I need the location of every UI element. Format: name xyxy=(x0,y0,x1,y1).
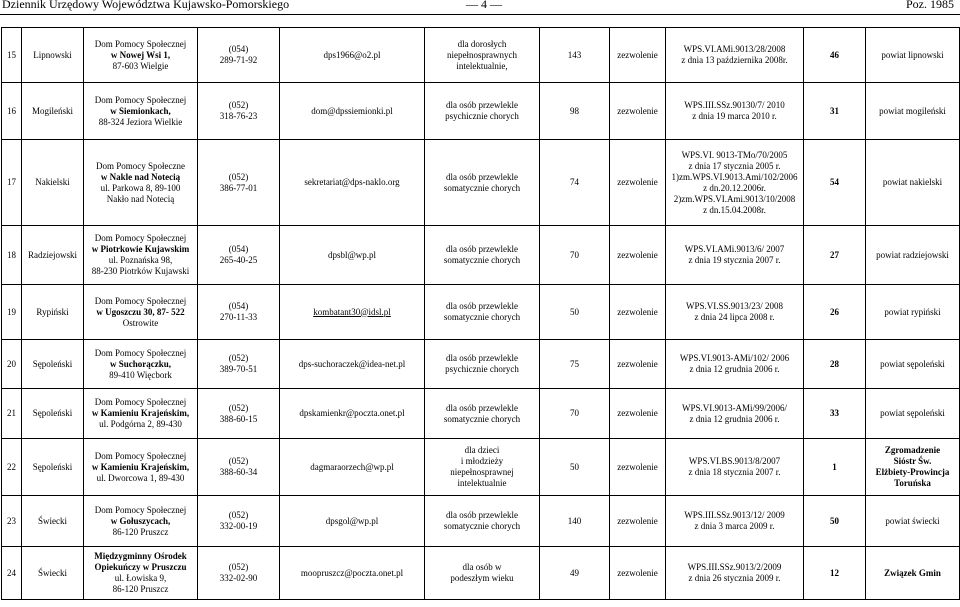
email xyxy=(280,140,425,226)
institution-line: Dom Pomocy Społecznej xyxy=(94,233,187,243)
phone xyxy=(198,389,280,439)
institution xyxy=(84,285,198,340)
resident-type-line: dla osób przewlekle xyxy=(446,100,518,110)
resident-type xyxy=(425,439,540,496)
places xyxy=(540,547,610,600)
county-text: Rypiński xyxy=(36,306,69,317)
phone-line: 388-60-15 xyxy=(219,413,258,424)
decision-line: WPS.VI.AMi.9013/28/2008 xyxy=(683,44,786,54)
position-number: Poz. 1985 xyxy=(906,0,954,11)
decision-line: z dnia 18 stycznia 2007 r. xyxy=(688,467,781,477)
resident-type-line: somatycznie chorych xyxy=(443,413,521,424)
institution-line: w Ugoszczu 30, 87- 522 xyxy=(96,306,185,317)
phone-line: (054) xyxy=(228,244,249,254)
decision-line: 1)zm.WPS.VI.9013.Ami/102/2006 xyxy=(671,171,798,182)
places xyxy=(540,28,610,83)
row-number xyxy=(2,285,22,340)
email xyxy=(280,28,425,83)
institution-line: Dom Pomocy Społecznej xyxy=(94,347,187,358)
years xyxy=(804,226,866,285)
resident-type-line: intelektualnie, xyxy=(456,60,508,71)
status xyxy=(610,439,666,496)
institution-line: Dom Pomocy Społecznej xyxy=(94,94,187,105)
decision-line: WPS.VI.AMi.9013/6/ 2007 xyxy=(684,244,785,254)
resident-type-line: psychicznie chorych xyxy=(445,111,519,121)
status xyxy=(610,83,666,140)
institution xyxy=(84,28,198,83)
places xyxy=(540,285,610,340)
decision-line: 2)zm.WPS.VI.Ami.9013/10/2008 xyxy=(673,193,796,204)
operator-line: powiat lipnowski xyxy=(881,49,944,60)
resident-type-line: somatycznie chorych xyxy=(443,521,521,531)
phone-line: (054) xyxy=(228,44,249,54)
phone-line: 332-02-90 xyxy=(219,573,258,583)
table-row xyxy=(2,547,960,600)
care-homes-table xyxy=(1,27,960,600)
status-text: zezwolenie xyxy=(617,249,658,260)
journal-title: Dziennik Urzędowy Województwa Kujawsko-Pomorskiego xyxy=(2,0,290,11)
resident-type-line: dla osób przewlekle xyxy=(446,353,518,363)
county-text: Świecki xyxy=(38,567,67,578)
places-text: 75 xyxy=(570,358,579,369)
resident-type xyxy=(425,83,540,140)
row-number xyxy=(2,547,22,600)
decision xyxy=(666,83,804,140)
years-text: 54 xyxy=(830,177,839,187)
institution-line: Ostrowite xyxy=(122,317,159,328)
institution-line: Opiekuńczy w Pruszczu xyxy=(94,562,187,572)
institution xyxy=(84,340,198,389)
institution-line: w Nakle nad Notecią xyxy=(100,171,181,182)
years-text: 12 xyxy=(830,567,839,578)
operator-line: powiat świecki xyxy=(885,515,940,526)
institution-line: Dom Pomocy Społecznej xyxy=(94,397,187,407)
institution-line: 89-410 Więcbork xyxy=(109,369,172,380)
operator-line: Elżbiety-Prowincja xyxy=(875,467,950,477)
decision xyxy=(666,340,804,389)
years-text: 46 xyxy=(830,49,839,60)
phone-line: (052) xyxy=(228,171,249,182)
places-text: 50 xyxy=(570,461,579,472)
row-number-text: 23 xyxy=(7,515,16,526)
operator-line: Sióstr Św. xyxy=(893,456,932,466)
institution-line: w Siemionkach, xyxy=(110,105,171,116)
institution-line: w Kamieniu Krajeńskim, xyxy=(91,461,190,472)
status-text: zezwolenie xyxy=(617,105,658,116)
email-text: sekretariat@dps-naklo.org xyxy=(304,177,400,187)
email xyxy=(280,285,425,340)
row-number xyxy=(2,226,22,285)
resident-type-line: somatycznie chorych xyxy=(443,255,521,265)
decision-line: WPS.VI.BS.9013/8/2007 xyxy=(688,456,781,466)
places xyxy=(540,140,610,226)
resident-type xyxy=(425,547,540,600)
table-row xyxy=(2,226,960,285)
operator xyxy=(866,285,960,340)
phone-line: 386-77-01 xyxy=(219,182,258,193)
county xyxy=(22,389,84,439)
page-header xyxy=(0,0,960,15)
table-row xyxy=(2,140,960,226)
operator xyxy=(866,226,960,285)
county-text: Sępoleński xyxy=(32,461,73,472)
institution xyxy=(84,389,198,439)
years xyxy=(804,547,866,600)
resident-type-line: dla osób przewlekle xyxy=(446,301,518,311)
phone xyxy=(198,547,280,600)
email xyxy=(280,83,425,140)
decision xyxy=(666,285,804,340)
institution-line: Dom Pomocy Społeczne xyxy=(96,160,185,171)
county xyxy=(22,140,84,226)
county xyxy=(22,28,84,83)
email xyxy=(280,340,425,389)
decision xyxy=(666,28,804,83)
decision-line: WPS.III.SSz.90130/7/ 2010 xyxy=(684,100,785,110)
resident-type-line: i młodzieży xyxy=(460,456,504,466)
years xyxy=(804,285,866,340)
places-text: 70 xyxy=(570,408,579,418)
county xyxy=(22,83,84,140)
phone xyxy=(198,28,280,83)
resident-type-line: psychicznie chorych xyxy=(445,364,519,374)
table-row xyxy=(2,83,960,140)
status xyxy=(610,226,666,285)
row-number-text: 15 xyxy=(7,49,16,60)
places xyxy=(540,439,610,496)
institution xyxy=(84,496,198,547)
table-row xyxy=(2,340,960,389)
operator-line: powiat nakielski xyxy=(882,177,943,187)
status xyxy=(610,547,666,600)
institution-line: Nakło nad Notecią xyxy=(106,193,175,204)
institution xyxy=(84,547,198,600)
decision-line: z dnia 26 stycznia 2009 r. xyxy=(688,573,781,583)
years xyxy=(804,83,866,140)
decision-line: z dnia 12 grudnia 2006 r. xyxy=(689,413,780,424)
operator xyxy=(866,340,960,389)
phone-line: (052) xyxy=(228,353,249,363)
email xyxy=(280,547,425,600)
email-text: dps1966@o2.pl xyxy=(323,49,381,60)
resident-type-line: dla osób przewlekle xyxy=(446,402,518,413)
places xyxy=(540,83,610,140)
institution-line: w Suchorączku, xyxy=(109,358,171,369)
institution-line: Dom Pomocy Społecznej xyxy=(94,295,187,306)
decision-line: z dnia 12 grudnia 2006 r. xyxy=(689,364,780,374)
decision xyxy=(666,226,804,285)
institution-line: ul. Parkowa 8, 89-100 xyxy=(100,182,181,193)
operator-line: powiat radziejowski xyxy=(876,249,949,260)
decision-line: z dnia 3 marca 2009 r. xyxy=(694,521,775,531)
phone-line: 389-70-51 xyxy=(219,364,258,374)
resident-type-line: somatycznie chorych xyxy=(443,312,521,322)
status-text: zezwolenie xyxy=(617,358,658,369)
years-text: 50 xyxy=(830,515,839,526)
email-text[interactable]: kombatant30@idsl.pl xyxy=(313,306,391,317)
years xyxy=(804,389,866,439)
resident-type xyxy=(425,285,540,340)
decision-line: WPS.VI. 9013-TMo/70/2005 xyxy=(681,149,788,160)
phone xyxy=(198,140,280,226)
years-text: 31 xyxy=(830,105,839,116)
row-number-text: 16 xyxy=(7,105,16,116)
resident-type-line: podeszłym wieku xyxy=(450,573,514,583)
institution-line: 88-324 Jeziora Wielkie xyxy=(98,116,183,127)
status-text: zezwolenie xyxy=(617,306,658,317)
email-text: moopruszcz@poczta.onet.pl xyxy=(300,567,404,578)
row-number-text: 18 xyxy=(7,249,16,260)
resident-type-line: intelektualnie xyxy=(457,478,507,488)
page-number: — 4 — xyxy=(466,0,502,11)
operator xyxy=(866,83,960,140)
county xyxy=(22,439,84,496)
county-text: Lipnowski xyxy=(33,49,72,60)
status xyxy=(610,140,666,226)
resident-type xyxy=(425,389,540,439)
resident-type-line: dla dzieci xyxy=(464,445,500,455)
email xyxy=(280,389,425,439)
institution-line: 86-120 Pruszcz xyxy=(112,526,169,537)
decision-line: WPS.III.SSz.9013/12/ 2009 xyxy=(684,510,785,520)
institution-line: Dom Pomocy Społecznej xyxy=(94,504,187,515)
institution-line: ul. Podgórna 2, 89-430 xyxy=(99,419,182,429)
row-number xyxy=(2,83,22,140)
decision-line: WPS.VI.9013-AMi/102/ 2006 xyxy=(679,353,790,363)
county-text: Sępoleński xyxy=(32,358,73,369)
status-text: zezwolenie xyxy=(617,461,658,472)
email-text: dom@dpssiemionki.pl xyxy=(311,105,393,116)
email-text: dpskamienkr@poczta.onet.pl xyxy=(299,408,405,418)
phone xyxy=(198,83,280,140)
operator-line: powiat rypiński xyxy=(884,306,941,317)
phone-line: 289-71-92 xyxy=(219,55,258,65)
row-number-text: 20 xyxy=(7,358,16,369)
status xyxy=(610,389,666,439)
years-text: 27 xyxy=(830,249,839,260)
row-number-text: 17 xyxy=(7,177,16,187)
resident-type-line: niepełnosprawnych xyxy=(447,49,517,60)
status-text: zezwolenie xyxy=(617,408,658,418)
phone xyxy=(198,496,280,547)
decision-line: WPS.III.SSz.9013/2/2009 xyxy=(687,562,782,572)
institution-line: Dom Pomocy Społecznej xyxy=(94,38,187,49)
resident-type-line: dla dorosłych xyxy=(457,38,507,49)
operator-line: Zgromadzenie xyxy=(884,445,941,455)
phone-line: (052) xyxy=(228,510,249,520)
institution-line: ul. Dworcowa 1, 89-430 xyxy=(96,472,185,483)
county-text: Radziejowski xyxy=(28,249,77,260)
institution xyxy=(84,140,198,226)
email-text: dpsbl@wp.pl xyxy=(327,249,377,260)
decision-line: z dnia 19 stycznia 2007 r. xyxy=(688,255,781,265)
row-number-text: 24 xyxy=(7,567,16,578)
email xyxy=(280,226,425,285)
row-number xyxy=(2,496,22,547)
operator-line: powiat sępoleński xyxy=(880,358,945,369)
institution-line: 87-603 Wielgie xyxy=(112,60,169,71)
years xyxy=(804,340,866,389)
row-number xyxy=(2,439,22,496)
county-text: Sępoleński xyxy=(32,408,73,418)
row-number xyxy=(2,340,22,389)
county-text: Nakielski xyxy=(35,177,70,187)
table-row xyxy=(2,439,960,496)
places xyxy=(540,496,610,547)
phone-line: 332-00-19 xyxy=(219,521,258,531)
institution-line: w Nowej Wsi 1, xyxy=(110,49,171,60)
decision xyxy=(666,140,804,226)
phone-line: 388-60-34 xyxy=(219,467,258,477)
phone-line: (052) xyxy=(228,402,249,413)
email-text: dpsgol@wp.pl xyxy=(325,515,379,526)
resident-type xyxy=(425,226,540,285)
decision-line: z dnia 17 stycznia 2005 r. xyxy=(688,160,781,171)
years xyxy=(804,439,866,496)
decision xyxy=(666,439,804,496)
places xyxy=(540,226,610,285)
status-text: zezwolenie xyxy=(617,177,658,187)
county-text: Mogileński xyxy=(31,105,73,116)
operator-line: Toruńska xyxy=(894,478,931,488)
operator-line: powiat mogileński xyxy=(879,105,946,116)
table-row xyxy=(2,389,960,439)
resident-type-line: dla osób przewlekle xyxy=(446,171,518,182)
status xyxy=(610,340,666,389)
phone-line: 265-40-25 xyxy=(219,255,258,265)
resident-type-line: somatycznie chorych xyxy=(443,182,521,193)
places xyxy=(540,389,610,439)
phone-line: (052) xyxy=(228,100,249,110)
institution-line: w Piotrkowie Kujawskim xyxy=(91,244,190,254)
decision xyxy=(666,389,804,439)
places xyxy=(540,340,610,389)
table-row xyxy=(2,285,960,340)
resident-type xyxy=(425,340,540,389)
years-text: 1 xyxy=(832,461,837,472)
phone xyxy=(198,340,280,389)
years-text: 26 xyxy=(830,306,839,317)
institution xyxy=(84,226,198,285)
email xyxy=(280,439,425,496)
county xyxy=(22,226,84,285)
places-text: 74 xyxy=(570,177,579,187)
resident-type-line: niepełnosprawnej xyxy=(450,467,514,477)
phone-line: (052) xyxy=(228,562,249,572)
resident-type xyxy=(425,496,540,547)
row-number xyxy=(2,389,22,439)
phone xyxy=(198,226,280,285)
operator xyxy=(866,439,960,496)
decision-line: z dnia 19 marca 2010 r. xyxy=(692,111,777,121)
operator xyxy=(866,547,960,600)
operator xyxy=(866,28,960,83)
status-text: zezwolenie xyxy=(617,49,658,60)
county xyxy=(22,496,84,547)
years-text: 28 xyxy=(830,358,839,369)
phone-line: 270-11-33 xyxy=(219,312,258,322)
decision-line: z dn.20.12.2006r. xyxy=(703,182,766,193)
institution-line: 88-230 Piotrków Kujawski xyxy=(91,266,190,276)
email-text: dps-suchoraczek@idea-net.pl xyxy=(298,358,406,369)
places-text: 140 xyxy=(567,515,582,526)
county xyxy=(22,340,84,389)
email-text: dagmaraorzech@wp.pl xyxy=(310,461,394,472)
operator xyxy=(866,140,960,226)
years xyxy=(804,496,866,547)
status xyxy=(610,28,666,83)
status-text: zezwolenie xyxy=(617,567,658,578)
table-row xyxy=(2,496,960,547)
decision-line: z dnia 24 lipca 2008 r. xyxy=(694,312,775,322)
status xyxy=(610,496,666,547)
decision-line: WPS.VI.SS.9013/23/ 2008 xyxy=(685,301,783,311)
institution-line: ul. Łowiska 9, xyxy=(114,573,167,583)
institution-line: ul. Poznańska 98, xyxy=(108,255,173,265)
table-row xyxy=(2,28,960,83)
email xyxy=(280,496,425,547)
phone-line: 318-76-23 xyxy=(219,111,258,121)
row-number xyxy=(2,140,22,226)
county-text: Świecki xyxy=(38,515,67,526)
institution-line: Międzygminny Ośrodek xyxy=(94,551,187,561)
resident-type xyxy=(425,28,540,83)
decision-line: z dn.15.04.2008r. xyxy=(703,204,766,215)
row-number xyxy=(2,28,22,83)
county xyxy=(22,547,84,600)
institution-line: Dom Pomocy Społecznej xyxy=(94,450,187,461)
resident-type-line: dla osób przewlekle xyxy=(446,244,518,254)
operator xyxy=(866,496,960,547)
institution-line: 86-120 Pruszcz xyxy=(112,584,169,594)
institution xyxy=(84,439,198,496)
operator xyxy=(866,389,960,439)
county xyxy=(22,285,84,340)
row-number-text: 19 xyxy=(7,306,16,317)
operator-line: Związek Gmin xyxy=(884,567,941,578)
decision xyxy=(666,496,804,547)
places-text: 49 xyxy=(570,567,579,578)
status xyxy=(610,285,666,340)
resident-type xyxy=(425,140,540,226)
places-text: 70 xyxy=(570,249,579,260)
years xyxy=(804,28,866,83)
decision-line: z dnia 13 października 2008r. xyxy=(681,55,788,65)
resident-type-line: dla osób przewlekle xyxy=(446,510,518,520)
phone xyxy=(198,285,280,340)
institution-line: w Gołuszycach, xyxy=(110,515,171,526)
phone-line: (054) xyxy=(228,301,249,311)
status-text: zezwolenie xyxy=(617,515,658,526)
years xyxy=(804,140,866,226)
places-text: 98 xyxy=(570,105,579,116)
row-number-text: 21 xyxy=(7,408,16,418)
phone-line: (052) xyxy=(228,456,249,466)
places-text: 143 xyxy=(567,49,582,60)
places-text: 50 xyxy=(570,306,579,317)
phone xyxy=(198,439,280,496)
institution-line: w Kamieniu Krajeńskim, xyxy=(91,408,190,418)
row-number-text: 22 xyxy=(7,461,16,472)
operator-line: powiat sępoleński xyxy=(880,408,945,418)
resident-type-line: dla osób w xyxy=(462,562,502,572)
institution xyxy=(84,83,198,140)
years-text: 33 xyxy=(830,408,839,418)
decision-line: WPS.VI.9013-AMi/99/2006/ xyxy=(681,402,787,413)
decision xyxy=(666,547,804,600)
